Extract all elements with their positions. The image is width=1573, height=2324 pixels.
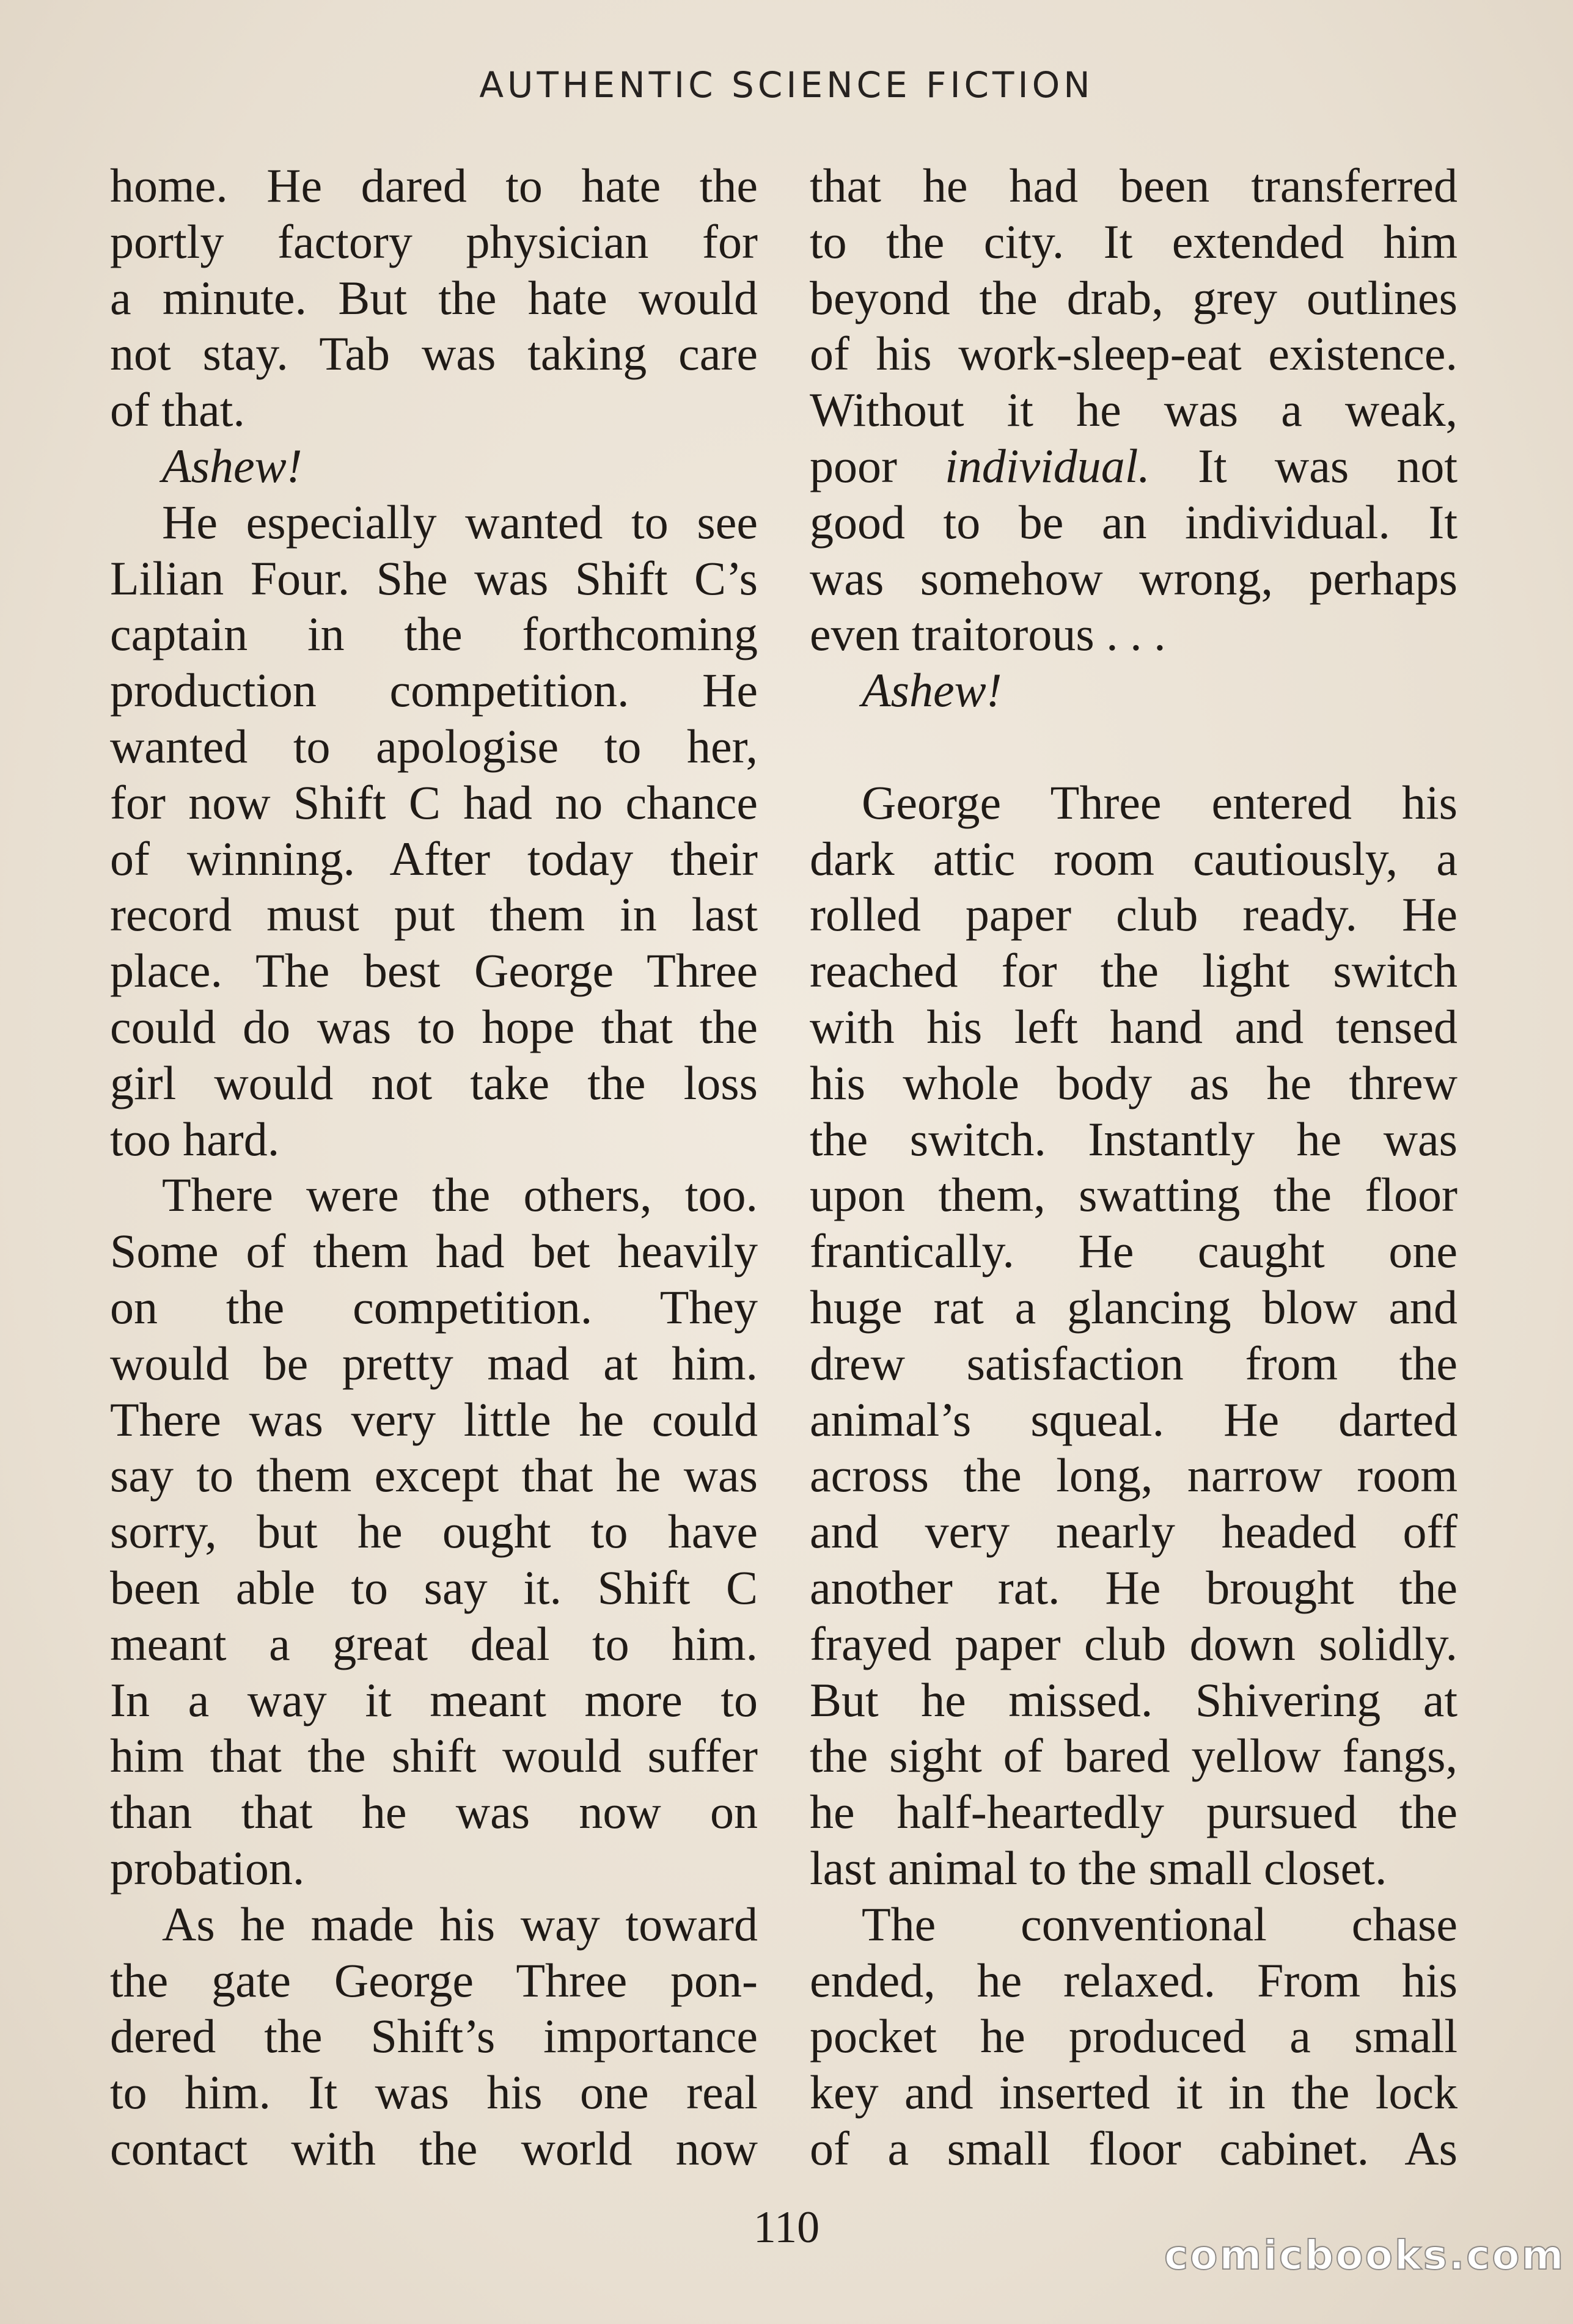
- right-column: [810, 158, 1458, 2177]
- text-line: There was very little he could: [110, 1392, 758, 1446]
- text-line: the gate George Three pon-: [110, 1953, 758, 2007]
- text-fragment: It was not: [1150, 439, 1458, 492]
- text-line: dark attic room cautiously, a: [810, 831, 1458, 885]
- text-line: would be pretty mad at him.: [110, 1336, 758, 1390]
- text-line: George Three entered his: [862, 775, 1458, 829]
- paragraph: [110, 1167, 758, 1896]
- text-line: last animal to the small closet.: [810, 1841, 1387, 1895]
- text-line: another rat. He brought the: [810, 1560, 1458, 1614]
- text-line: of his work-sleep-eat existence.: [810, 327, 1458, 381]
- text-line: He especially wanted to see: [162, 495, 758, 549]
- paragraph: [810, 158, 1458, 438]
- paragraph: [810, 494, 1458, 662]
- running-header: AUTHENTIC SCIENCE FICTION: [479, 64, 1094, 106]
- text-line: dered the Shift’s importance: [110, 2009, 758, 2063]
- text-line: he half-heartedly pursued the: [810, 1785, 1458, 1839]
- text-line: place. The best George Three: [110, 944, 758, 998]
- paragraph: [810, 775, 1458, 1896]
- text-line: say to them except that he was: [110, 1449, 758, 1502]
- paragraph: [110, 494, 758, 1167]
- text-line: drew satisfaction from the: [810, 1336, 1458, 1390]
- text-line: frayed paper club down solidly.: [810, 1617, 1458, 1670]
- text-line: huge rat a glancing blow and: [810, 1280, 1458, 1334]
- text-line: contact with the world now: [110, 2121, 758, 2175]
- paragraph: [110, 158, 758, 438]
- text-line: on the competition. They: [110, 1280, 758, 1334]
- italic-interjection: [810, 662, 1458, 718]
- text-line: that he had been transferred: [810, 159, 1458, 212]
- text-line: animal’s squeal. He darted: [810, 1392, 1458, 1446]
- text-line: upon them, swatting the floor: [810, 1168, 1458, 1222]
- text-line: record must put them in last: [110, 888, 758, 941]
- text-line: of that.: [110, 383, 245, 437]
- text-line: In a way it meant more to: [110, 1673, 758, 1727]
- text-line: with his left hand and tensed: [810, 999, 1458, 1053]
- text-line: of a small floor cabinet. As: [810, 2121, 1458, 2175]
- text-line: The conventional chase: [862, 1897, 1458, 1951]
- text-line: Ashew!: [862, 663, 1002, 717]
- text-line: of winning. After today their: [110, 831, 758, 885]
- text-line: to him. It was his one real: [110, 2066, 758, 2119]
- italic-word: individual.: [945, 439, 1150, 492]
- text-line: the sight of bared yellow fangs,: [810, 1729, 1458, 1783]
- text-line: meant a great deal to him.: [110, 1617, 758, 1670]
- text-line: Ashew!: [162, 439, 302, 492]
- paragraph: [810, 1896, 1458, 2177]
- text-line: portly factory physician for: [110, 214, 758, 268]
- text-line: production competition. He: [110, 663, 758, 717]
- text-line: pocket he produced a small: [810, 2009, 1458, 2063]
- left-column: [110, 158, 758, 2177]
- text-line: home. He dared to hate the: [110, 159, 758, 212]
- text-line: key and inserted it in the lock: [810, 2066, 1458, 2119]
- text-line: probation.: [110, 1841, 305, 1895]
- text-line: was somehow wrong, perhaps: [810, 551, 1458, 605]
- text-line: the switch. Instantly he was: [810, 1112, 1458, 1166]
- text-line: [810, 438, 1458, 494]
- paragraph: [810, 438, 1458, 494]
- text-line: girl would not take the loss: [110, 1056, 758, 1109]
- text-line: Lilian Four. She was Shift C’s: [110, 551, 758, 605]
- text-line: been able to say it. Shift C: [110, 1560, 758, 1614]
- text-line: him that the shift would suffer: [110, 1729, 758, 1783]
- text-line: even traitorous . . .: [810, 607, 1166, 661]
- text-line: reached for the light switch: [810, 944, 1458, 998]
- text-line: good to be an individual. It: [810, 495, 1458, 549]
- text-line: There were the others, too.: [162, 1168, 758, 1222]
- text-line: could do was to hope that the: [110, 999, 758, 1053]
- text-line: not stay. Tab was taking care: [110, 327, 758, 381]
- text-line: ended, he relaxed. From his: [810, 1953, 1458, 2007]
- text-line: rolled paper club ready. He: [810, 888, 1458, 941]
- text-line: wanted to apologise to her,: [110, 719, 758, 773]
- text-line: sorry, but he ought to have: [110, 1505, 758, 1558]
- text-line: across the long, narrow room: [810, 1449, 1458, 1502]
- italic-interjection: [110, 438, 758, 494]
- text-line: for now Shift C had no chance: [110, 775, 758, 829]
- text-line: captain in the forthcoming: [110, 607, 758, 661]
- text-line: Some of them had bet heavily: [110, 1224, 758, 1278]
- text-line: than that he was now on: [110, 1785, 758, 1839]
- text-line: and very nearly headed off: [810, 1505, 1458, 1558]
- text-line: to the city. It extended him: [810, 214, 1458, 268]
- text-line: Without it he was a weak,: [810, 383, 1458, 437]
- text-line: his whole body as he threw: [810, 1056, 1458, 1109]
- section-break: [810, 718, 1458, 775]
- page-number: 110: [753, 2202, 820, 2253]
- paragraph: [110, 1896, 758, 2177]
- text-line: frantically. He caught one: [810, 1224, 1458, 1278]
- text-line: But he missed. Shivering at: [810, 1673, 1458, 1727]
- text-line: too hard.: [110, 1112, 280, 1166]
- text-line: beyond the drab, grey outlines: [810, 271, 1458, 324]
- watermark-logo: comicbooks.com: [1164, 2232, 1566, 2279]
- text-fragment: poor: [810, 439, 945, 492]
- text-line: a minute. But the hate would: [110, 271, 758, 324]
- text-line: As he made his way toward: [162, 1897, 758, 1951]
